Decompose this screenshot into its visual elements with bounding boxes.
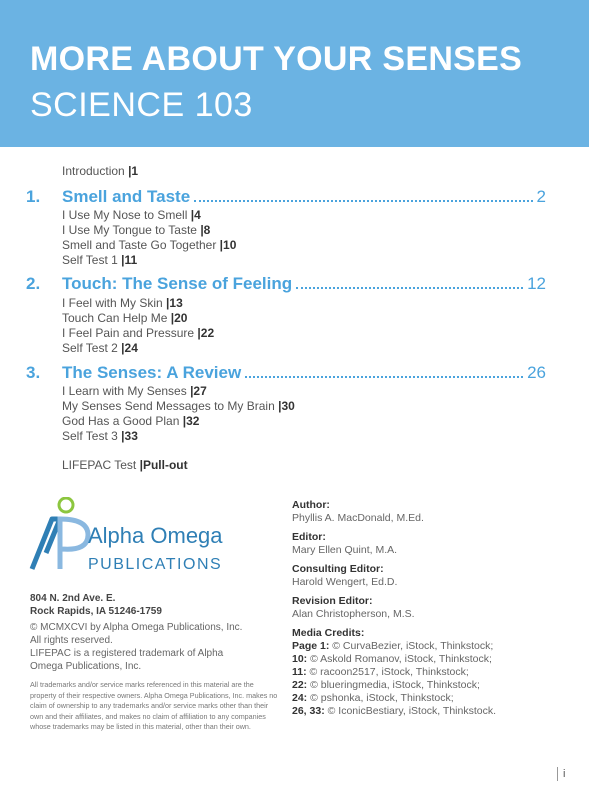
media-credit-line: 26, 33: © IconicBestiary, iStock, Thinkstock. — [292, 705, 497, 717]
copyright-line: © MCMXCVI by Alpha Omega Publications, Inc. — [30, 622, 243, 633]
consulting-editor-name: Harold Wengert, Ed.D. — [292, 576, 398, 588]
toc-unit-3[interactable]: 3. The Senses: A Review 26 — [26, 363, 546, 382]
trademark-line: LIFEPAC is a registered trademark of Alpha — [30, 648, 224, 659]
media-credit-line: 11: © racoon2517, iStock, Thinkstock; — [292, 666, 469, 678]
revision-editor-name: Alan Christopherson, M.S. — [292, 608, 415, 620]
leader-dots — [245, 376, 523, 378]
toc-lesson[interactable]: Self Test 3 |33 — [62, 429, 138, 443]
toc-lesson[interactable]: I Learn with My Senses |27 — [62, 384, 207, 398]
author-name: Phyllis A. MacDonald, M.Ed. — [292, 512, 424, 524]
trademark-line: Omega Publications, Inc. — [30, 661, 142, 672]
toc-unit-1[interactable]: 1. Smell and Taste 2 — [26, 187, 546, 206]
address-line: Rock Rapids, IA 51246-1759 — [30, 606, 162, 617]
toc-lesson[interactable]: Smell and Taste Go Together |10 — [62, 238, 237, 252]
toc-introduction[interactable]: Introduction |1 — [62, 164, 139, 178]
consulting-editor-label: Consulting Editor: — [292, 563, 384, 575]
toc-unit-2[interactable]: 2. Touch: The Sense of Feeling 12 — [26, 274, 546, 293]
page-subtitle: SCIENCE 103 — [30, 86, 253, 124]
toc-lesson[interactable]: God Has a Good Plan |32 — [62, 414, 200, 428]
toc-lesson[interactable]: I Feel Pain and Pressure |22 — [62, 326, 215, 340]
toc-lesson[interactable]: I Feel with My Skin |13 — [62, 296, 183, 310]
copyright-line: All rights reserved. — [30, 635, 113, 646]
author-label: Author: — [292, 499, 330, 511]
toc-lesson[interactable]: Self Test 1 |11 — [62, 253, 138, 267]
leader-dots — [194, 200, 532, 202]
toc-lesson[interactable]: Self Test 2 |24 — [62, 341, 138, 355]
editor-name: Mary Ellen Quint, M.A. — [292, 544, 398, 556]
page-number: i — [557, 767, 565, 781]
leader-dots — [296, 287, 523, 289]
title-banner — [0, 0, 589, 147]
media-credit-line: 10: © Askold Romanov, iStock, Thinkstock; — [292, 653, 492, 665]
media-credit-line: Page 1: © CurvaBezier, iStock, Thinkstock; — [292, 640, 494, 652]
media-credits-label: Media Credits: — [292, 627, 365, 639]
alpha-omega-logo-icon — [26, 497, 96, 577]
toc-lesson[interactable]: I Use My Tongue to Taste |8 — [62, 223, 211, 237]
trademark-disclaimer: All trademarks and/or service marks referenced in this material are the property of their respective owners. Alpha Omega Publications, Inc. makes no claim of ownership to any trademarks and/or service marks other than their own and their affiliates, and makes no claim of affiliation to any companies whose trademarks may be listed in this material, other than their own. — [30, 680, 278, 731]
toc-lesson[interactable]: My Senses Send Messages to My Brain |30 — [62, 399, 295, 413]
publisher-name: Alpha Omega — [88, 523, 223, 548]
page-title: MORE ABOUT YOUR SENSES — [30, 40, 523, 78]
media-credit-line: 22: © blueringmedia, iStock, Thinkstock; — [292, 679, 480, 691]
publisher-name-sub: PUBLICATIONS — [88, 556, 223, 573]
editor-label: Editor: — [292, 531, 326, 543]
address-line: 804 N. 2nd Ave. E. — [30, 593, 116, 604]
divider — [557, 767, 558, 781]
revision-editor-label: Revision Editor: — [292, 595, 373, 607]
toc-lesson[interactable]: I Use My Nose to Smell |4 — [62, 208, 201, 222]
media-credit-line: 24: © pshonka, iStock, Thinkstock; — [292, 692, 454, 704]
toc-lifepac-test[interactable]: LIFEPAC Test |Pull-out — [62, 458, 188, 472]
toc-lesson[interactable]: Touch Can Help Me |20 — [62, 311, 188, 325]
